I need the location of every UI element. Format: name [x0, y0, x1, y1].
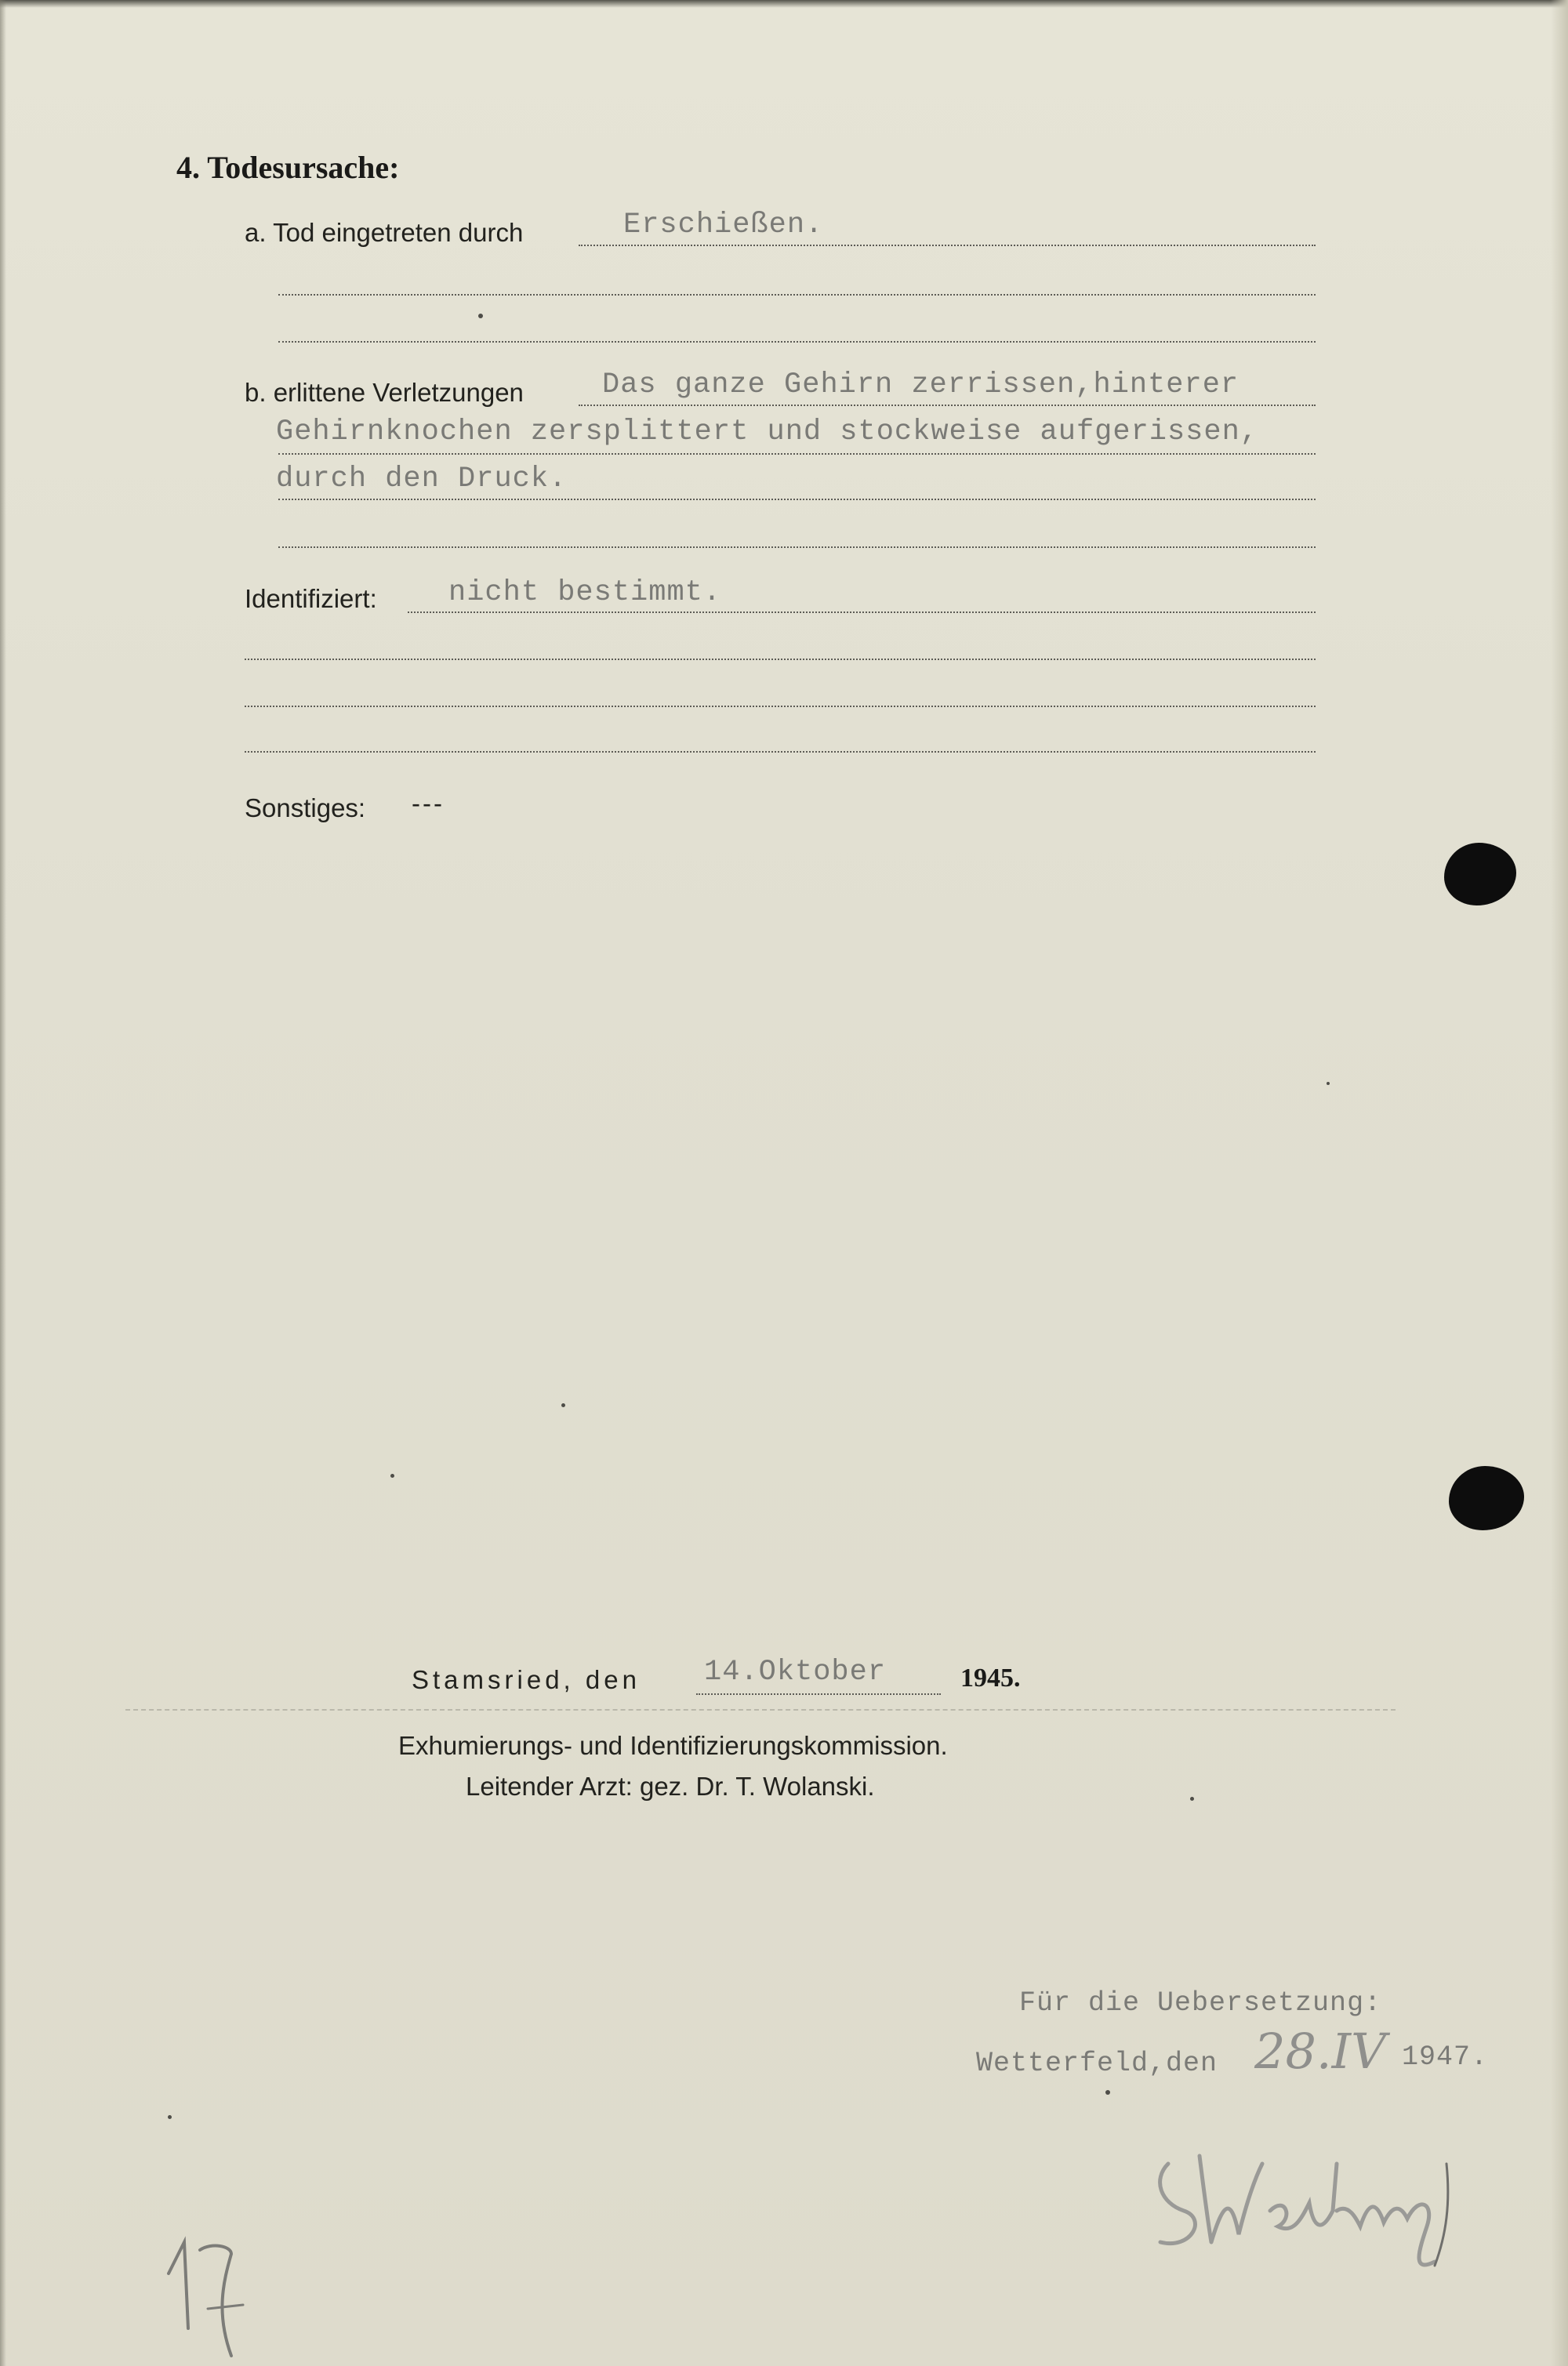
speck — [1190, 1797, 1194, 1801]
identification-field-line — [408, 611, 1316, 613]
page-left-edge — [0, 0, 6, 2366]
speck — [168, 2115, 172, 2119]
injuries-text-line-1: Das ganze Gehirn zerrissen,hinterer — [602, 368, 1240, 401]
identification-extra-line-2 — [245, 706, 1316, 707]
section-heading: 4. Todesursache: — [176, 150, 400, 185]
page-top-edge — [0, 0, 1568, 8]
identification-value: nicht bestimmt. — [448, 576, 722, 609]
speck — [390, 1474, 394, 1478]
other-label: Sonstiges: — [245, 793, 366, 822]
translation-note: Für die Uebersetzung: — [1019, 1987, 1382, 2019]
injuries-field-line-4 — [278, 546, 1316, 548]
punch-hole-lower — [1449, 1466, 1524, 1530]
handwritten-signature — [1137, 2117, 1474, 2273]
paper-fold-line — [125, 1709, 1396, 1711]
translation-place: Wetterfeld,den — [976, 2048, 1218, 2079]
punch-hole-upper — [1444, 843, 1516, 905]
identification-extra-line-1 — [245, 659, 1316, 660]
place-label: Stamsried, den — [412, 1665, 641, 1694]
lead-physician: Leitender Arzt: gez. Dr. T. Wolanski. — [466, 1772, 875, 1801]
date-value: 14.Oktober — [704, 1656, 887, 1689]
injuries-field-line-1 — [579, 405, 1316, 406]
speck — [478, 314, 483, 318]
speck — [1105, 2090, 1110, 2095]
injuries-label: b. erlittene Verletzungen — [245, 378, 524, 407]
translation-year: 1947. — [1402, 2041, 1489, 2073]
commission-name: Exhumierungs- und Identifizierungskommission. — [398, 1731, 948, 1760]
cause-value: Erschießen. — [623, 209, 824, 241]
speck — [561, 1403, 565, 1407]
injuries-text-line-3: durch den Druck. — [276, 463, 568, 495]
other-value: --- — [412, 789, 445, 818]
date-field-line — [696, 1693, 941, 1695]
injuries-field-line-3 — [278, 499, 1316, 500]
injuries-field-line-2 — [278, 453, 1316, 455]
identification-label: Identifiziert: — [245, 584, 377, 613]
cause-label: a. Tod eingetreten durch — [245, 218, 524, 247]
injuries-text-line-2: Gehirnknochen zersplittert und stockweise aufgerissen, — [276, 416, 1258, 448]
cause-field-line — [579, 245, 1316, 246]
cause-extra-line-2 — [278, 341, 1316, 343]
identification-extra-line-3 — [245, 751, 1316, 753]
year-value: 1945. — [960, 1664, 1021, 1693]
page-right-edge — [1551, 0, 1568, 2366]
speck — [1327, 1082, 1330, 1085]
cause-extra-line-1 — [278, 294, 1316, 296]
margin-mark — [153, 2226, 263, 2364]
translation-handwritten-date: 28.IV — [1254, 2023, 1386, 2080]
